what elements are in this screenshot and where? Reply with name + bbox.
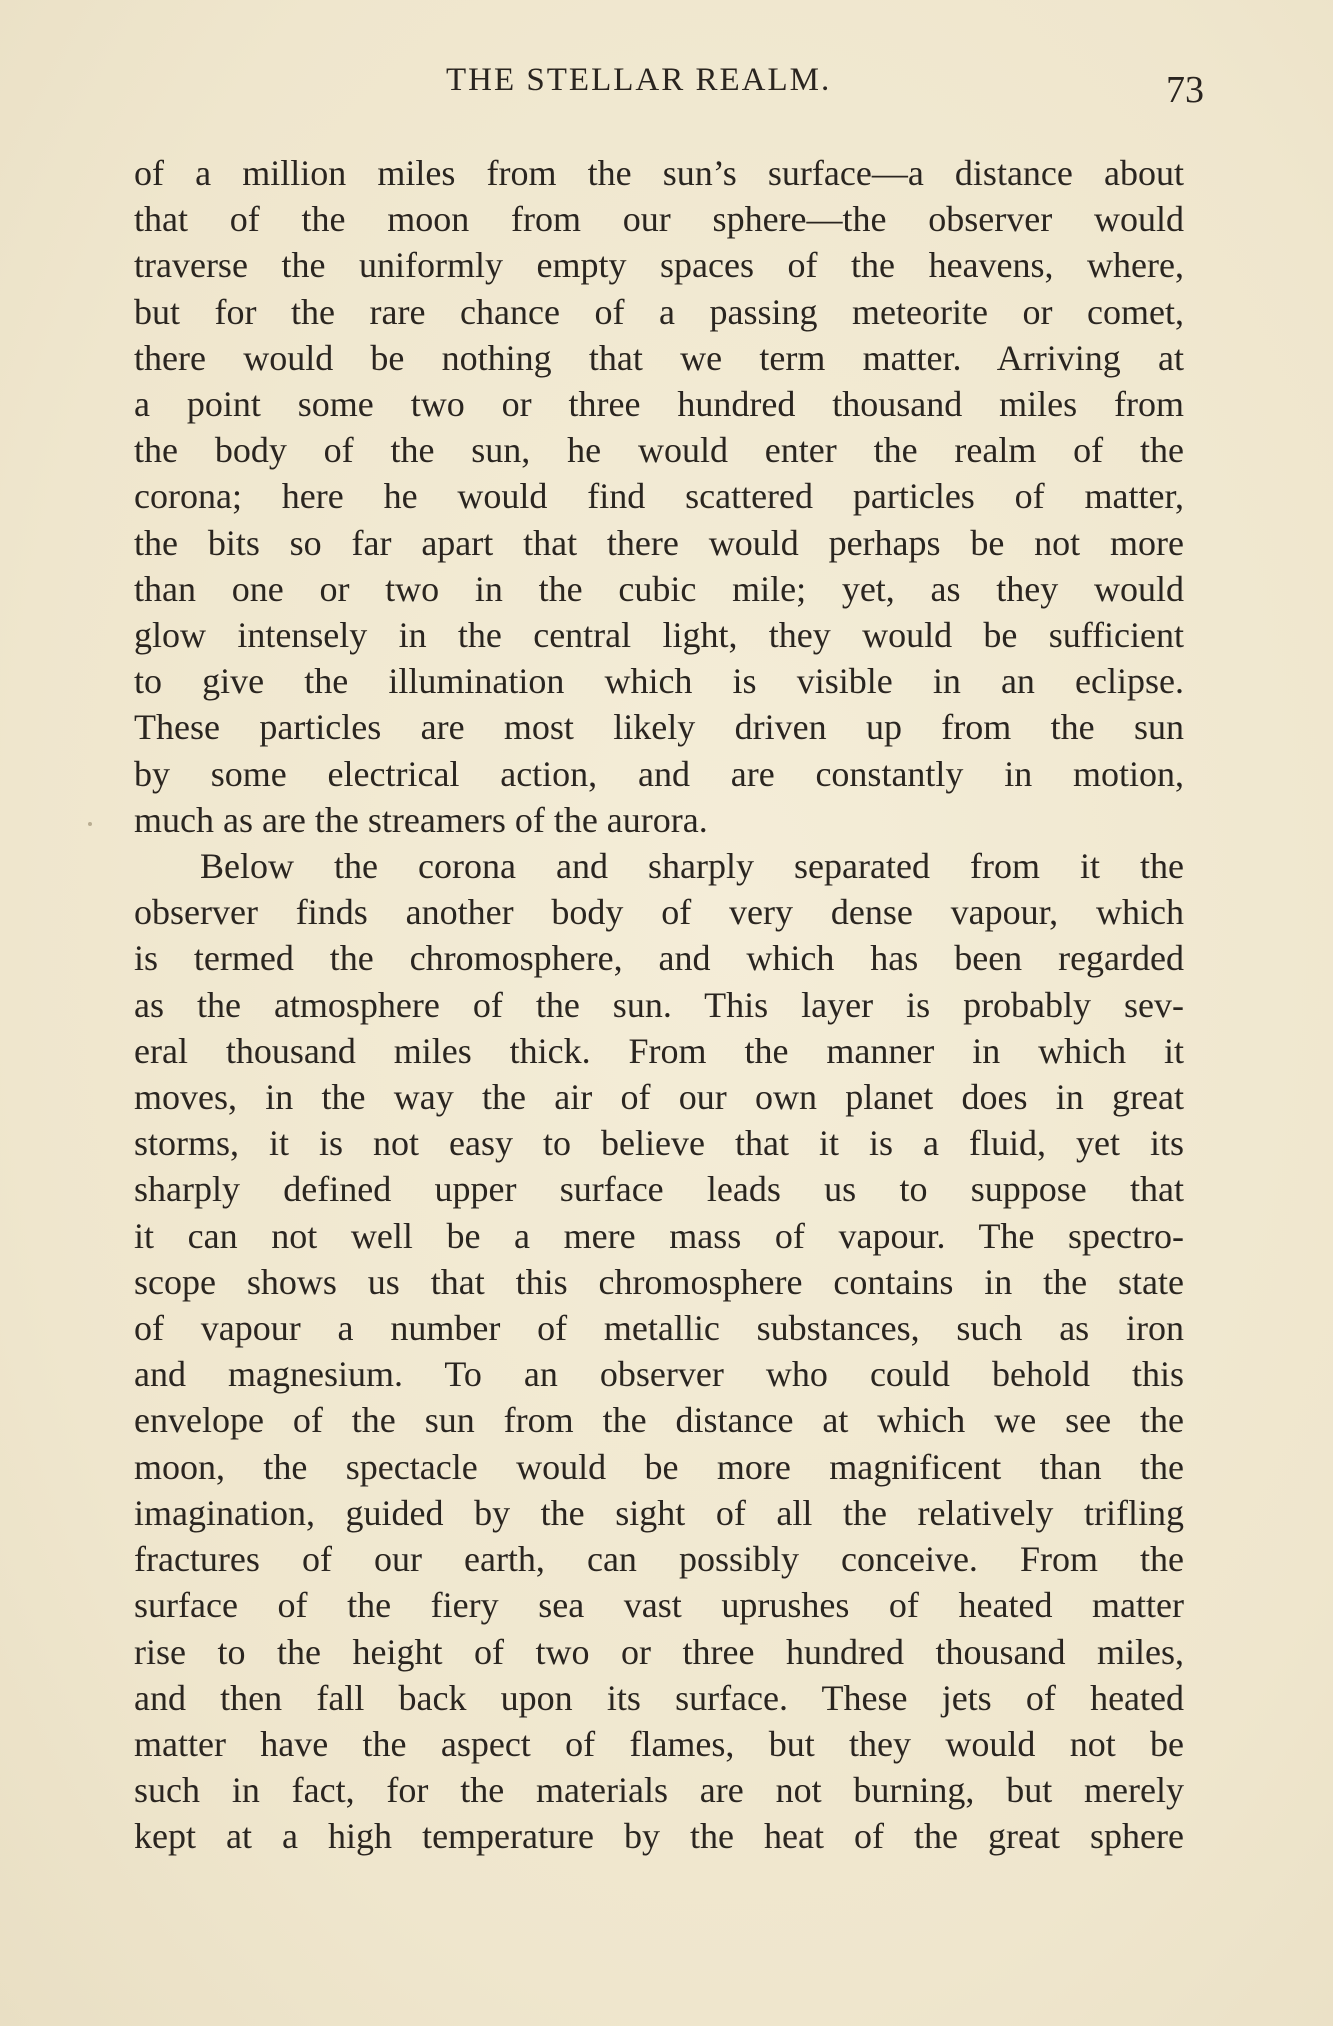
text-line: scope shows us that this chromosphere contains in the state xyxy=(134,1261,1184,1302)
text-line: corona; here he would find scattered particles of matter, xyxy=(134,476,1184,517)
text-line: sharply defined upper surface leads us to suppose that xyxy=(134,1169,1184,1210)
text-line: kept at a high temperature by the heat of the great sphere xyxy=(134,1816,1184,1857)
text-line: traverse the uniformly empty spaces of the heavens, where, xyxy=(134,245,1184,286)
text-line: Below the corona and sharply separated from it the xyxy=(200,846,1184,887)
text-line: moves, in the way the air of our own planet does in great xyxy=(134,1077,1184,1118)
text-line: by some electrical action, and are constantly in motion, xyxy=(134,753,1184,794)
text-line: to give the illumination which is visible in an eclipse. xyxy=(134,661,1184,702)
text-line: is termed the chromosphere, and which has been regarded xyxy=(134,938,1184,979)
body-text xyxy=(134,150,1184,1860)
text-line: than one or two in the cubic mile; yet, as they would xyxy=(134,568,1184,609)
text-line: much as are the streamers of the aurora. xyxy=(134,799,708,840)
text-line: the body of the sun, he would enter the realm of the xyxy=(134,430,1184,471)
text-line: such in fact, for the materials are not burning, but merely xyxy=(134,1770,1184,1811)
text-line: of vapour a number of metallic substances, such as iron xyxy=(134,1308,1184,1349)
text-line: moon, the spectacle would be more magnificent than the xyxy=(134,1446,1184,1487)
text-line: imagination, guided by the sight of all the relatively trifling xyxy=(134,1492,1184,1533)
text-line: there would be nothing that we term matter. Arriving at xyxy=(134,337,1184,378)
text-line: fractures of our earth, can possibly conceive. From the xyxy=(134,1539,1184,1580)
text-line: storms, it is not easy to believe that it is a fluid, yet its xyxy=(134,1123,1184,1164)
text-line: glow intensely in the central light, they would be sufficient xyxy=(134,615,1184,656)
text-line: surface of the fiery sea vast uprushes of heated matter xyxy=(134,1585,1184,1626)
text-line: and magnesium. To an observer who could behold this xyxy=(134,1354,1184,1395)
text-line: but for the rare chance of a passing meteorite or comet, xyxy=(134,291,1184,332)
text-line: rise to the height of two or three hundred thousand miles, xyxy=(134,1631,1184,1672)
text-line: that of the moon from our sphere—the observer would xyxy=(134,199,1184,240)
text-line: a point some two or three hundred thousand miles from xyxy=(134,384,1184,425)
text-line: the bits so far apart that there would perhaps be not more xyxy=(134,522,1184,563)
paragraph-1 xyxy=(134,150,1184,843)
text-line: as the atmosphere of the sun. This layer is probably sev- xyxy=(134,984,1184,1025)
text-line: of a million miles from the sun’s surface—a distance about xyxy=(134,153,1184,193)
text-line: observer finds another body of very dense vapour, which xyxy=(134,892,1184,933)
text-line: These particles are most likely driven up from the sun xyxy=(134,707,1184,748)
running-title: THE STELLAR REALM. xyxy=(446,62,832,98)
paragraph-2 xyxy=(134,843,1184,1859)
text-line: it can not well be a mere mass of vapour. The spectro- xyxy=(134,1215,1184,1256)
text-line: eral thousand miles thick. From the manner in which it xyxy=(134,1030,1184,1071)
page-header xyxy=(134,62,1204,112)
text-line: and then fall back upon its surface. These jets of heated xyxy=(134,1677,1184,1718)
text-line: envelope of the sun from the distance at which we see the xyxy=(134,1400,1184,1441)
page-number: 73 xyxy=(1166,69,1204,111)
margin-speck xyxy=(88,822,92,826)
text-line: matter have the aspect of flames, but they would not be xyxy=(134,1723,1184,1764)
